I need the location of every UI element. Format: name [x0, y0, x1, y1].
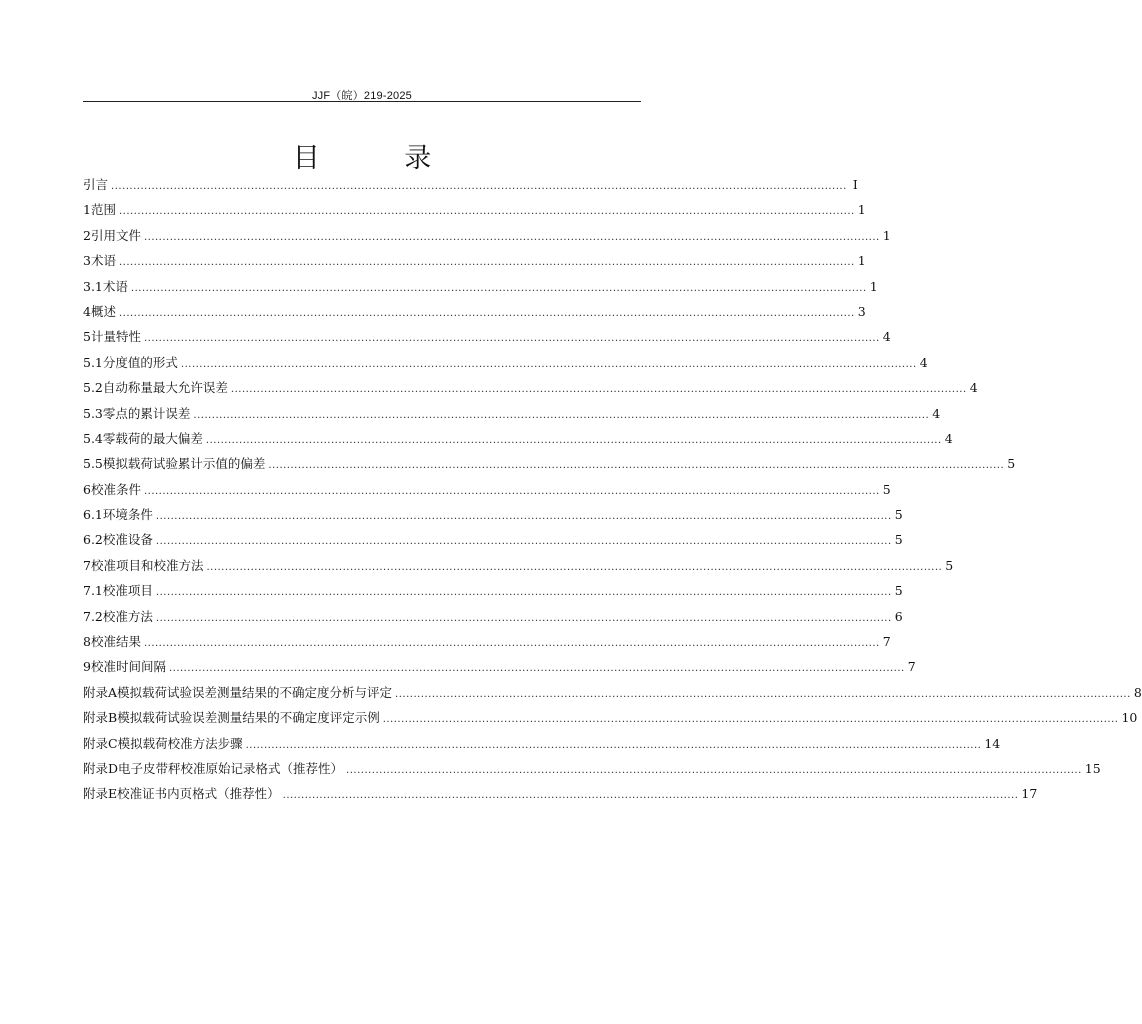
toc-leader-dots: ........................................................................................................................................................................................................	[268, 460, 1005, 472]
toc-entry-page: 10	[1121, 710, 1138, 726]
toc-entry-page: 15	[1084, 760, 1101, 776]
toc-leader-dots: ........................................................................................................................................................................................................	[118, 307, 855, 319]
toc-entry-number: 8	[83, 634, 91, 650]
toc-entry-number: 2	[83, 227, 91, 243]
toc-entry-page: 5	[894, 583, 903, 599]
toc-entry[interactable]	[83, 197, 866, 222]
toc-leader-dots: ........................................................................................................................................................................................................	[155, 511, 892, 523]
toc-leader-dots: ........................................................................................................................................................................................................	[143, 638, 880, 650]
toc-entry[interactable]	[83, 502, 903, 527]
toc-entry-page: 5	[882, 481, 891, 497]
toc-entry[interactable]	[83, 654, 916, 679]
toc-entry-page: 7	[882, 634, 891, 650]
toc-entry-title: 校准方法	[102, 608, 153, 624]
toc-leader-dots: ........................................................................................................................................................................................................	[111, 181, 847, 192]
toc-entry[interactable]	[83, 324, 891, 349]
toc-entry-title: 校准条件	[90, 481, 141, 497]
toc-entry-page: 4	[944, 430, 953, 446]
toc-entry[interactable]	[83, 350, 928, 375]
toc-entry-number: 5.5	[83, 456, 103, 472]
toc-entry-page: I	[852, 177, 858, 192]
document-code-header: JJF（皖）219-2025	[311, 90, 412, 102]
toc-entry-title: 环境条件	[102, 507, 153, 523]
toc-entry[interactable]	[83, 705, 1138, 730]
toc-leader-dots: ........................................................................................................................................................................................................	[130, 282, 867, 294]
toc-entry-page: 4	[919, 354, 928, 370]
toc-entry-title: 零载荷的最大偏差	[102, 430, 203, 446]
toc-leader-dots: ........................................................................................................................................................................................................	[118, 257, 855, 269]
toc-leader-dots: ........................................................................................................................................................................................................	[230, 384, 967, 396]
toc-leader-dots: ........................................................................................................................................................................................................	[143, 333, 880, 345]
toc-entry-page: 5	[894, 507, 903, 523]
toc-entry-page: 8	[1133, 684, 1142, 700]
toc-entry-title: 言	[95, 177, 109, 192]
toc-entry[interactable]	[83, 553, 954, 578]
toc-entry-number: 6	[83, 481, 91, 497]
toc-entry[interactable]	[83, 477, 891, 502]
toc-entry-number: 3	[83, 253, 91, 269]
toc-entry-title: 模拟载荷校准方法步骤	[117, 735, 243, 751]
toc-entry[interactable]	[83, 680, 1142, 705]
toc-leader-dots: ........................................................................................................................................................................................................	[346, 764, 1082, 776]
toc-entry-title: 校准项目	[102, 583, 153, 599]
toc-entry[interactable]	[83, 629, 891, 654]
toc-entry-title: 模拟载荷试验误差测量结果的不确定度分析与评定	[117, 684, 393, 700]
toc-entry[interactable]	[83, 578, 903, 603]
toc-leader-dots: ........................................................................................................................................................................................................	[395, 688, 1131, 700]
toc-entry[interactable]	[83, 604, 903, 629]
toc-leader-dots: ........................................................................................................................................................................................................	[205, 434, 942, 446]
toc-entry-title: 分度值的形式	[102, 354, 178, 370]
toc-entry-number: 附录B	[83, 710, 118, 726]
toc-entry-number: 引	[83, 177, 96, 192]
toc-leader-dots: ........................................................................................................................................................................................................	[118, 206, 855, 218]
toc-entry-title: 引用文件	[90, 227, 141, 243]
toc-leader-dots: ........................................................................................................................................................................................................	[155, 536, 892, 548]
toc-entry-page: 1	[882, 227, 891, 243]
toc-entry-title: 自动称量最大允许误差	[102, 380, 228, 396]
toc-leader-dots: ........................................................................................................................................................................................................	[155, 612, 892, 624]
toc-entry[interactable]	[83, 274, 878, 299]
toc-entry-number: 附录D	[83, 760, 119, 776]
toc-leader-dots: ........................................................................................................................................................................................................	[143, 231, 880, 243]
toc-leader-dots: ........................................................................................................................................................................................................	[193, 409, 930, 421]
toc-entry-title: 校准设备	[102, 532, 153, 548]
toc-leader-dots: ........................................................................................................................................................................................................	[382, 714, 1119, 726]
toc-entry-number: 6.2	[83, 532, 103, 548]
toc-entry-page: 6	[894, 608, 903, 624]
header-divider	[83, 101, 641, 102]
toc-leader-dots: ........................................................................................................................................................................................................	[282, 790, 1019, 802]
toc-entry-title: 术语	[90, 253, 116, 269]
toc-leader-dots: ........................................................................................................................................................................................................	[245, 739, 982, 751]
toc-leader-dots: ........................................................................................................................................................................................................	[180, 358, 917, 370]
toc-entry-number: 附录E	[83, 786, 118, 802]
toc-entry[interactable]	[83, 299, 866, 324]
toc-leader-dots: ........................................................................................................................................................................................................	[143, 485, 880, 497]
toc-entry[interactable]	[83, 451, 1016, 476]
toc-entry-number: 1	[83, 202, 91, 218]
toc-entry[interactable]	[83, 756, 1101, 781]
toc-entry-number: 3.1	[83, 278, 103, 294]
toc-entry-number: 5.4	[83, 430, 103, 446]
toc-entry-number: 附录A	[83, 684, 118, 700]
toc-entry[interactable]	[83, 223, 891, 248]
toc-entry[interactable]	[83, 401, 941, 426]
toc-leader-dots: ........................................................................................................................................................................................................	[168, 663, 905, 675]
toc-leader-dots: ........................................................................................................................................................................................................	[155, 587, 892, 599]
toc-entry-page: 14	[984, 735, 1001, 751]
toc-entry-page: 4	[932, 405, 941, 421]
toc-entry-title: 概述	[90, 303, 116, 319]
toc-entry-title: 零点的累计误差	[102, 405, 191, 421]
toc-entry-page: 5	[894, 532, 903, 548]
toc-entry-title: 术语	[102, 278, 128, 294]
toc-entry-number: 6.1	[83, 507, 103, 523]
toc-entry-number: 7	[83, 557, 91, 573]
toc-entry-number: 7.1	[83, 583, 103, 599]
toc-entry-title: 范围	[90, 202, 116, 218]
toc-entry[interactable]	[83, 248, 866, 273]
toc-entry-page: 1	[857, 253, 866, 269]
toc-leader-dots: ........................................................................................................................................................................................................	[206, 561, 943, 573]
toc-entry-title: 校准结果	[90, 634, 141, 650]
toc-entry-page: 4	[969, 380, 978, 396]
toc-entry-title: 模拟载荷试验累计示值的偏差	[102, 456, 266, 472]
toc-entry-page: 5	[945, 557, 954, 573]
toc-entry-number: 9	[83, 659, 91, 675]
table-of-contents	[83, 172, 1142, 807]
toc-entry[interactable]	[83, 527, 903, 552]
toc-entry-title: 校准项目和校准方法	[90, 557, 204, 573]
toc-entry-page: 1	[857, 202, 866, 218]
toc-entry-number: 4	[83, 303, 91, 319]
toc-entry-number: 5	[83, 329, 91, 345]
toc-entry-number: 5.1	[83, 354, 103, 370]
page-title: 目 录	[292, 143, 470, 174]
toc-entry-number: 5.3	[83, 405, 103, 421]
toc-entry-title: 校准时间间隔	[90, 659, 166, 675]
toc-entry-title: 电子皮带秤校准原始记录格式（推荐性）	[118, 760, 344, 776]
toc-entry-page: 17	[1021, 786, 1038, 802]
toc-entry[interactable]	[83, 375, 978, 400]
toc-entry[interactable]	[83, 731, 1001, 756]
toc-entry-title: 计量特性	[90, 329, 141, 345]
toc-entry-number: 附录C	[83, 735, 118, 751]
toc-entry[interactable]	[83, 172, 858, 197]
toc-entry-number: 5.2	[83, 380, 103, 396]
toc-entry-page: 4	[882, 329, 891, 345]
toc-entry[interactable]	[83, 426, 953, 451]
toc-entry-title: 模拟载荷试验误差测量结果的不确定度评定示例	[117, 710, 380, 726]
toc-entry-page: 5	[1007, 456, 1016, 472]
toc-entry-page: 7	[907, 659, 916, 675]
toc-entry-page: 3	[857, 303, 866, 319]
toc-entry-page: 1	[869, 278, 878, 294]
toc-entry[interactable]	[83, 781, 1038, 806]
toc-entry-title: 校准证书内页格式（推荐性）	[117, 786, 280, 802]
toc-entry-number: 7.2	[83, 608, 103, 624]
